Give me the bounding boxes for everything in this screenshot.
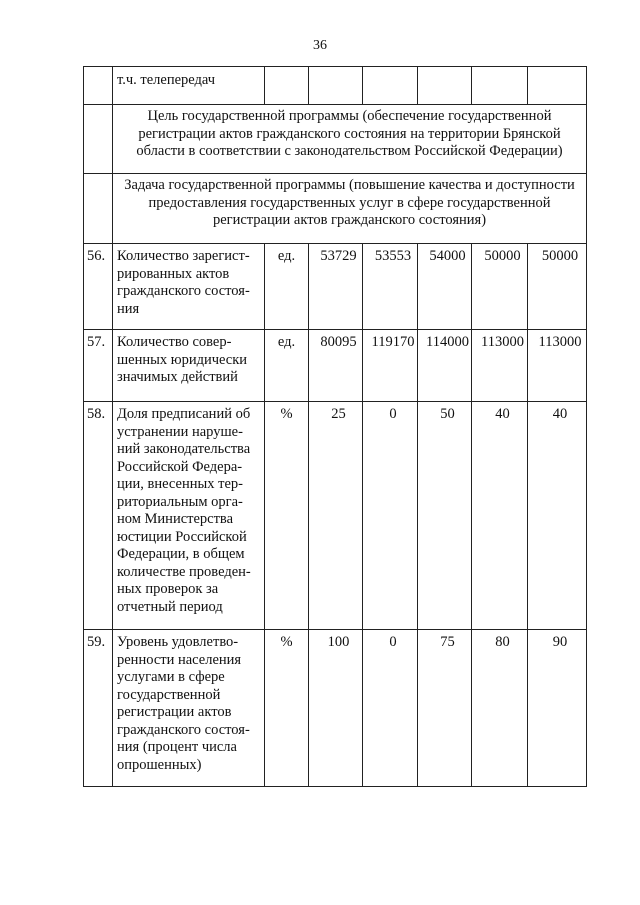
indicator-name: Уровень удовлетво-ренности населения услугами в сфере государственной регистрации актов гражданского состоя-ния (процент числа опрошенных) — [113, 630, 265, 787]
value-4: 113000 — [472, 330, 528, 402]
unit: % — [265, 402, 309, 630]
unit: ед. — [265, 330, 309, 402]
indicator-name: Количество зарегист-рированных актов гражданского состоя-ния — [113, 244, 265, 330]
value-3: 75 — [418, 630, 472, 787]
cell-empty — [418, 67, 472, 105]
cell-empty — [528, 67, 587, 105]
value-2: 53553 — [363, 244, 418, 330]
value-2: 0 — [363, 630, 418, 787]
table-row — [84, 244, 587, 330]
row-number: 58. — [84, 402, 113, 630]
task-heading: Задача государственной программы (повышение качества и доступности предоставления государственных услуг в сфере государственной регистрации актов гражданского состояния) — [113, 174, 587, 244]
cell-tv-name: т.ч. телепередач — [113, 67, 265, 105]
cell-empty — [309, 67, 363, 105]
indicators-table — [83, 66, 587, 787]
table-row — [84, 402, 587, 630]
row-number: 59. — [84, 630, 113, 787]
value-5: 50000 — [528, 244, 587, 330]
table-row-goal — [84, 105, 587, 174]
value-1: 53729 — [309, 244, 363, 330]
row-number: 57. — [84, 330, 113, 402]
table-row — [84, 630, 587, 787]
value-5: 40 — [528, 402, 587, 630]
value-1: 100 — [309, 630, 363, 787]
goal-heading: Цель государственной программы (обеспечение государственной регистрации актов гражданского состояния на территории Брянской области в соответствии с законодательством Российской Федерации) — [113, 105, 587, 174]
cell-num-empty — [84, 105, 113, 174]
value-5: 113000 — [528, 330, 587, 402]
cell-num-empty — [84, 67, 113, 105]
row-number: 56. — [84, 244, 113, 330]
value-2: 119170 — [363, 330, 418, 402]
value-4: 40 — [472, 402, 528, 630]
value-1: 80095 — [309, 330, 363, 402]
value-4: 50000 — [472, 244, 528, 330]
value-3: 54000 — [418, 244, 472, 330]
cell-empty — [363, 67, 418, 105]
cell-empty — [265, 67, 309, 105]
value-3: 50 — [418, 402, 472, 630]
indicator-name: Доля предписаний об устранении наруше-ний законодательства Российской Федера-ции, внесенных тер-риториальным орга-ном Министерства юстиции Российской Федерации, в общем количестве проведен-ных проверок за отчетный период — [113, 402, 265, 630]
value-1: 25 — [309, 402, 363, 630]
indicator-name: Количество совер-шенных юридически значимых действий — [113, 330, 265, 402]
value-5: 90 — [528, 630, 587, 787]
cell-num-empty — [84, 174, 113, 244]
value-4: 80 — [472, 630, 528, 787]
table-row-task — [84, 174, 587, 244]
table-row — [84, 330, 587, 402]
page-number: 36 — [313, 38, 327, 53]
value-3: 114000 — [418, 330, 472, 402]
table-row-tv — [84, 67, 587, 105]
unit: % — [265, 630, 309, 787]
unit: ед. — [265, 244, 309, 330]
value-2: 0 — [363, 402, 418, 630]
cell-empty — [472, 67, 528, 105]
